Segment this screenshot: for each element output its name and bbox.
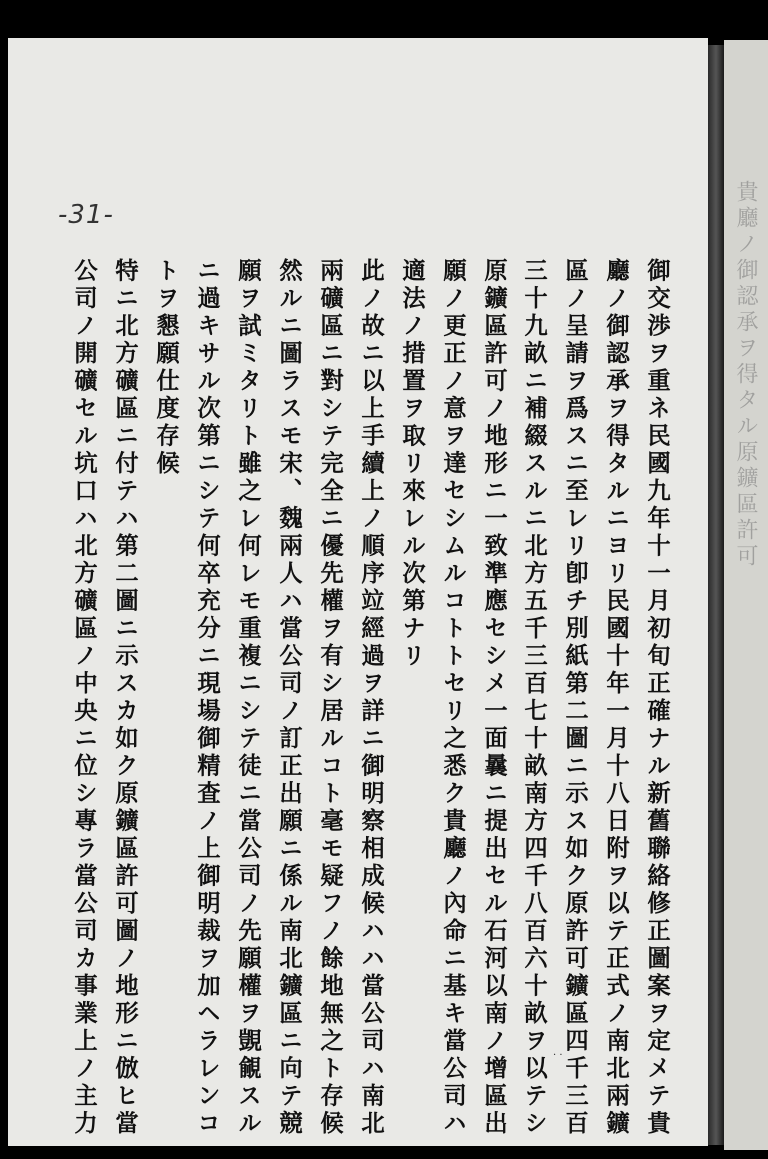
text-column-3: 區ノ呈請ヲ爲スニ至レリ卽チ別紙第二圖ニ示ス如ク原許可鑛區四千三百 bbox=[561, 258, 588, 1138]
text-column-2: 廳ノ御認承ヲ得タルニヨリ民國十年一月十八日附ヲ以テ正式ノ南北兩鑛 bbox=[602, 258, 629, 1138]
page-number: -31- bbox=[58, 200, 114, 230]
text-column-14: 特ニ北方礦區ニ付テハ第二圖ニ示スカ如ク原鑛區許可圖ノ地形ニ倣ヒ當 bbox=[111, 258, 138, 1138]
text-column-13: トヲ懇願仕度存候 bbox=[152, 258, 179, 478]
text-column-6: 願ノ更正ノ意ヲ達セシムルコトトセリ之悉ク貴廳ノ內命ニ基キ當公司ハ bbox=[439, 258, 466, 1138]
text-column-15: 公司ノ開礦セル坑口ハ北方礦區ノ中央ニ位シ專ラ當公司カ事業上ノ主力 bbox=[70, 258, 97, 1138]
book-binding bbox=[708, 45, 724, 1145]
text-column-8: 此ノ故ニ以上手續上ノ順序竝經過ヲ詳ニ御明察相成候ハハ當公司ハ南北 bbox=[357, 258, 384, 1138]
adjacent-page-bleed-text: 貴廳ノ御認承ヲ得タル原鑛區許可 bbox=[733, 180, 758, 570]
text-column-4: 三十九畝ニ補綴スルニ北方五千三百七十畝南方四千八百六十畝ヲ以テシ bbox=[520, 258, 547, 1138]
ink-specks: · · bbox=[553, 1050, 563, 1061]
text-column-12: ニ過キサル次第ニシテ何卒充分ニ現場御精査ノ上御明裁ヲ加ヘラレンコ bbox=[193, 258, 220, 1138]
text-column-1: 御交渉ヲ重ネ民國九年十一月初旬正確ナル新舊聯絡修正圖案ヲ定メテ貴 bbox=[643, 258, 670, 1138]
text-column-11: 願ヲ試ミタリト雖之レ何レモ重複ニシテ徒ニ當公司ノ先願權ヲ覬覦スル bbox=[234, 258, 261, 1138]
text-column-9: 兩礦區ニ對シテ完全ニ優先權ヲ有シ居ルコト毫モ疑フノ餘地無之ト存候 bbox=[316, 258, 343, 1138]
text-column-10: 然ルニ圖ラスモ宋、魏兩人ハ當公司ノ訂正出願ニ係ル南北鑛區ニ向テ競 bbox=[275, 258, 302, 1138]
text-column-7: 適法ノ措置ヲ取リ來レル次第ナリ bbox=[398, 258, 425, 671]
text-column-5: 原鑛區許可ノ地形ニ一致準應セシメ一面曩ニ提出セル石河以南ノ增區出 bbox=[480, 258, 507, 1138]
adjacent-page-edge bbox=[724, 40, 768, 1150]
